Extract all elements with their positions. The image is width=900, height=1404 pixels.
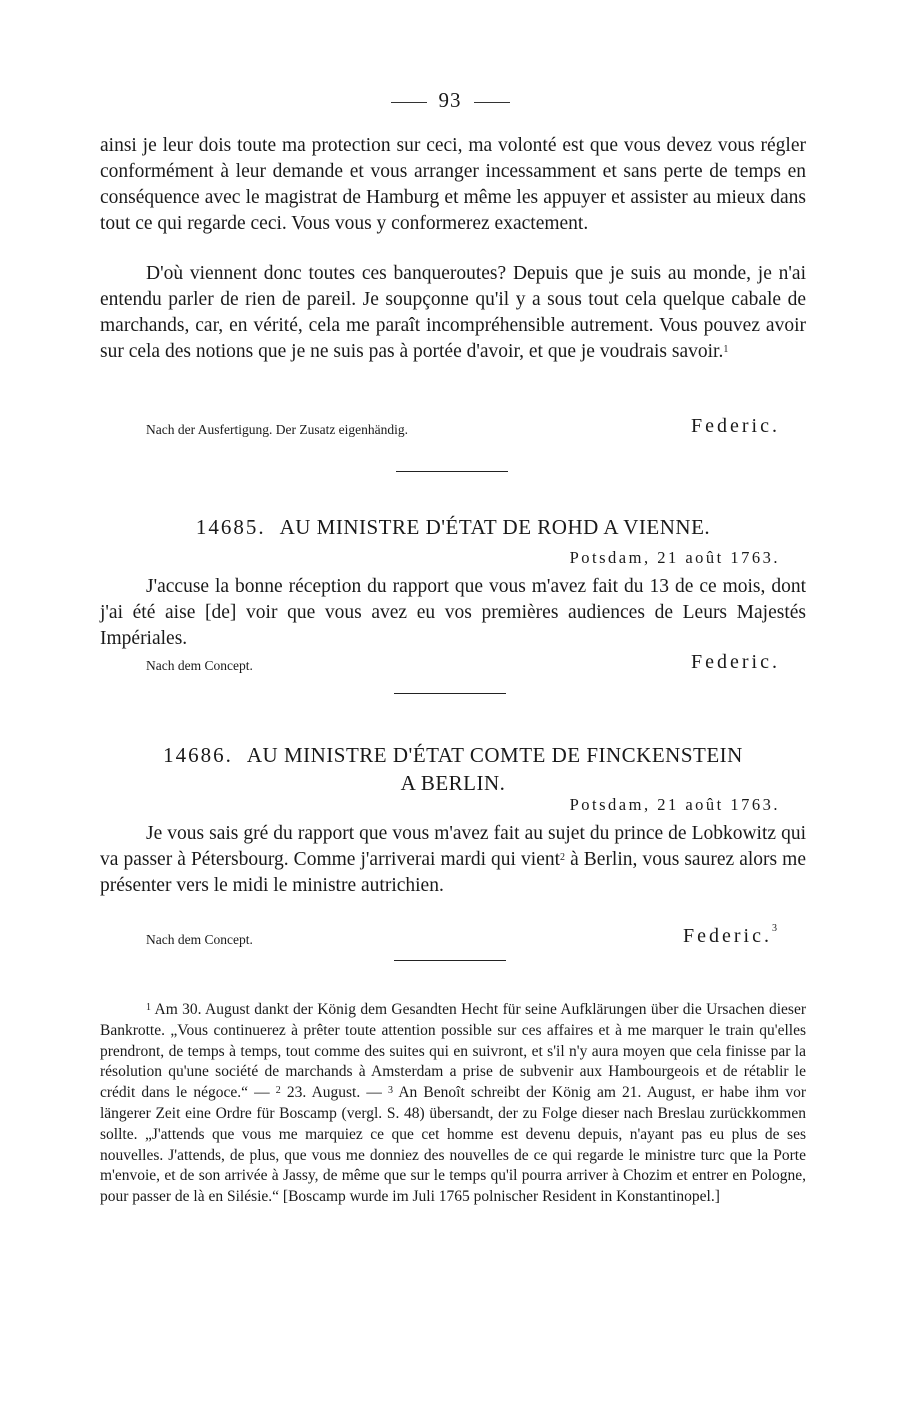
- signature: [683, 925, 780, 948]
- letter-text: J'accuse la bonne réception du rapport que vous m'avez fait du 13 de ce mois, dont j'ai été aise [de] voir que vous avez eu vos premières audiences de Leurs Majestés Impériales.: [100, 576, 806, 649]
- header-dash-left: [391, 102, 427, 103]
- letter-body-14686: [100, 821, 806, 899]
- letter-text-b: à Berlin, vous saurez alors me présenter vers le midi le ministre autrichien.: [100, 849, 806, 896]
- source-note: Nach der Ausfertigung. Der Zusatz eigenhändig.: [146, 422, 409, 437]
- source-note: Nach dem Concept.: [146, 658, 253, 673]
- letter-heading-14686: [100, 742, 806, 797]
- continuation-paragraph: ainsi je leur dois toute ma protection sur ceci, ma volonté est que vous devez vous régler conformément à leur demande et vous arranger incessamment et sans perte de temps en conséquence avec le magistrat de Hamburg et même les appuyer et assister au mieux dans tout ce qui regarde ceci. Vous vous y conformerez exactement.: [100, 135, 806, 234]
- banqueroutes-text: D'où viennent donc toutes ces banqueroutes? Depuis que je suis au monde, je n'ai entendu parler de rien de pareil. Je soupçonne qu'il y a sous tout cela quelque cabale de marchands, car, en vérité, cela me paraît incompréhensible autrement. Vous pouvez avoir sur cela des notions que je ne suis pas à portée d'avoir, et que je voudrais savoir.: [100, 263, 806, 362]
- source-note: Nach dem Concept.: [146, 932, 253, 947]
- footnotes: [100, 1000, 806, 1208]
- page-number: 93: [438, 88, 462, 112]
- footnote-mark-2: 2: [275, 1085, 281, 1097]
- letter-title: AU MINISTRE D'ÉTAT COMTE DE FINCKENSTEIN: [246, 743, 743, 767]
- header-dash-right: [474, 102, 510, 103]
- dateline-date: 21 août 1763.: [657, 548, 780, 567]
- dateline-place: Potsdam,: [569, 548, 651, 567]
- signature: Federic.: [691, 415, 780, 437]
- section-rule: [394, 960, 506, 961]
- letter-number: 14686.: [163, 743, 233, 767]
- page-header: [0, 88, 900, 113]
- letter-title: AU MINISTRE D'ÉTAT DE ROHD A VIENNE.: [279, 515, 711, 539]
- dateline-14686: [570, 795, 780, 815]
- letter-number: 14685.: [195, 515, 266, 539]
- letter-title-line1: [100, 742, 806, 769]
- letter-title-line2: A BERLIN.: [400, 771, 506, 795]
- footnote-mark-3: 3: [388, 1085, 394, 1097]
- footnote-2: 23. August. —: [286, 1084, 382, 1102]
- footnote-ref-1: 1: [723, 344, 729, 355]
- section-rule: [396, 471, 508, 472]
- letter-body-14685: [100, 574, 806, 652]
- signature: Federic.: [691, 651, 780, 673]
- letter-continuation: [100, 133, 806, 365]
- signature-text: Federic.: [683, 925, 772, 947]
- dateline-place: Potsdam,: [569, 795, 651, 814]
- banqueroutes-paragraph: [100, 261, 806, 365]
- intro-meta: [146, 416, 780, 438]
- meta-14686: [146, 924, 780, 948]
- footnote-ref-3: 3: [772, 923, 780, 934]
- dateline-date: 21 août 1763.: [657, 795, 780, 814]
- dateline-14685: [570, 548, 780, 568]
- footnote-3: An Benoît schreibt der König am 21. August, er habe ihm vor längerer Zeit eine Ordre für Boscamp (vergl. S. 48) übersandt, der zu Folge dieser nach Breslau zurückkommen sollte. „J'attends que vous me marquiez ce que cet homme est devenu depuis, n'ayant pas eu plus de ses nouvelles. J'attends, de plus, que vous me donniez des nouvelles de ce qui regarde le ministre turc que la Porte m'envoie, et de son arrivée à Jassy, de même que sur le temps qu'il pourra arriver à Chozim et entrer en Pologne, pour passer de là en Silésie.“ [Boscamp wurde im Juli 1765 polnischer Resident in Konstantinopel.]: [100, 1084, 807, 1206]
- meta-14685: [146, 650, 780, 674]
- letter-heading-14685: [100, 514, 806, 541]
- footnote-ref-2: 2: [560, 852, 566, 863]
- section-rule: [394, 693, 506, 694]
- letter-text: [100, 821, 806, 899]
- footnote-1: Am 30. August dankt der König dem Gesandten Hecht für seine Aufklärungen über die Ursachen dieser Bankrotte. „Vous continuerez à prêter toute attention possible sur ces affaires et à me marquer le train qu'elles prendront, de temps à temps, tout comme des suites qui en suivront, et s'il n'y aura moyen que cela finisse par la résolution qu'une société de marchands à Amsterdam a prise de subvenir aux Hambourgeois et de rétablir le crédit dans le négoce.“ —: [100, 1001, 806, 1102]
- letter-text-a: Je vous sais gré du rapport que vous m'avez fait au sujet du prince de Lobkowitz qui va passer à Pétersbourg. Comme j'arriverai mardi qui vient: [100, 823, 806, 870]
- footnote-mark-1: 1: [146, 1002, 151, 1013]
